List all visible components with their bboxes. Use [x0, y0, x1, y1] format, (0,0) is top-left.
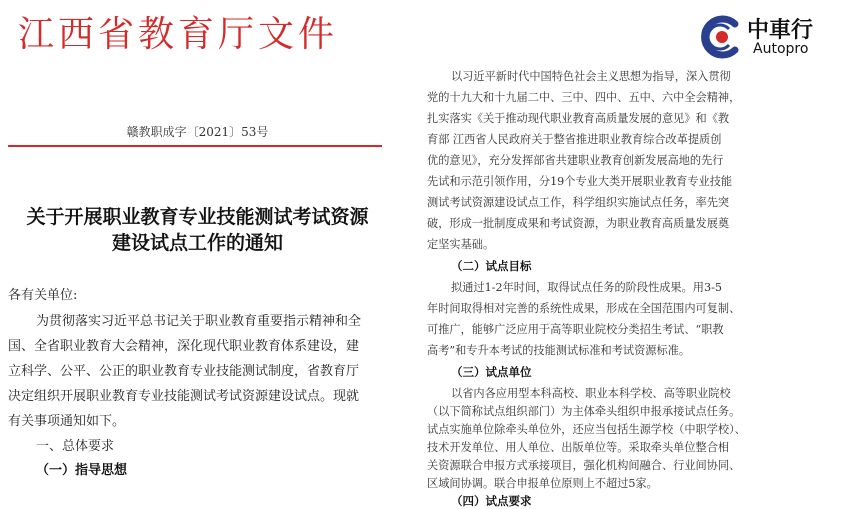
- subsection-heading: （四）试点要求: [451, 494, 532, 508]
- paragraph-line: 试点实施单位除牵头单位外，还应当包括生源学校（中职学校）、: [427, 423, 746, 436]
- red-divider-line: [8, 145, 382, 147]
- subsection-heading: （三）试点单位: [451, 365, 532, 379]
- paragraph-line: 技术开发单位、用人单位、出版单位等。采取牵头单位整合相: [427, 441, 730, 454]
- paragraph-line: 先试和示范引领作用，分19个专业大类开展职业教育专业技能: [427, 175, 733, 188]
- autopro-logo-icon: [695, 12, 745, 62]
- document-number: 赣教职成字〔2021〕53号: [126, 125, 269, 139]
- body-line: 立科学、公平、公正的职业教育专业技能测试制度，省教育厅: [8, 364, 360, 379]
- paragraph-line: 育部 江西省人民政府关于整省推进职业教育综合改革提质创: [427, 133, 722, 146]
- body-line: 决定组织开展职业教育专业技能测试考试资源建设试点。现就: [8, 389, 360, 404]
- paragraph-line: 关资源联合申报方式承接项目，强化机构间融合、行业间协同、: [427, 459, 741, 472]
- paragraph-line: 区域间协调。联合申报单位原则上不超过5家。: [427, 477, 658, 490]
- paragraph-line: 拟通过1-2年时间，取得试点任务的阶段性成果。用3-5: [451, 281, 722, 294]
- section-heading: 一、总体要求: [36, 439, 115, 454]
- paragraph-line: （以下简称试点组织部门）为主体牵头组织申报承接试点任务。: [427, 405, 741, 418]
- paragraph-line: 年时间取得相对完善的系统性成果，形成在全国范围内可复制、: [427, 302, 741, 315]
- paragraph-line: 高考”和专升本考试的技能测试标准和考试资源标准。: [427, 344, 691, 357]
- right-document-page: [405, 0, 861, 508]
- body-line: 为贯彻落实习近平总书记关于职业教育重要指示精神和全: [36, 314, 362, 329]
- paragraph-line: 测试考试资源建设试点工作，科学组织实施试点任务，率先突: [427, 196, 730, 209]
- body-line: 国、全省职业教育大会精神，深化现代职业教育体系建设，建: [8, 339, 360, 354]
- greeting: 各有关单位:: [8, 288, 78, 303]
- paragraph-line: 以习近平新时代中国特色社会主义思想为指导，深入贯彻: [451, 70, 731, 83]
- subsection-heading: （一）指导思想: [36, 463, 128, 478]
- logo-english-name: Autopro: [753, 41, 809, 57]
- paragraph-line: 破，形成一批制度成果和考试资源，为职业教育高质量发展奠: [427, 217, 730, 230]
- paragraph-line: 党的十九大和十九届二中、三中、四中、五中、六中全会精神，: [427, 91, 741, 104]
- paragraph-line: 以省内各应用型本科高校、职业本科学校、高等职业院校: [451, 387, 731, 400]
- autopro-logo: [695, 12, 845, 62]
- logo-chinese-name: 中車行: [747, 18, 814, 43]
- subsection-heading: （二）试点目标: [451, 259, 532, 273]
- paragraph-line: 可推广，能够广泛应用于高等职业院校分类招生考试、“职教: [427, 323, 724, 336]
- paragraph-line: 扎实落实《关于推动现代职业教育高质量发展的意见》和《教: [427, 112, 730, 125]
- body-line: 有关事项通知如下。: [8, 414, 126, 429]
- paragraph-line: 定坚实基础。: [427, 238, 495, 251]
- document-title-line-2: 建设试点工作的通知: [111, 232, 283, 254]
- document-title-line-1: 关于开展职业教育专业技能测试考试资源: [26, 206, 369, 228]
- left-document-page: [0, 0, 395, 482]
- document-header: 江西省教育厅文件: [18, 14, 339, 55]
- paragraph-line: 优的意见》，充分发挥部省共建职业教育创新发展高地的先行: [427, 154, 724, 167]
